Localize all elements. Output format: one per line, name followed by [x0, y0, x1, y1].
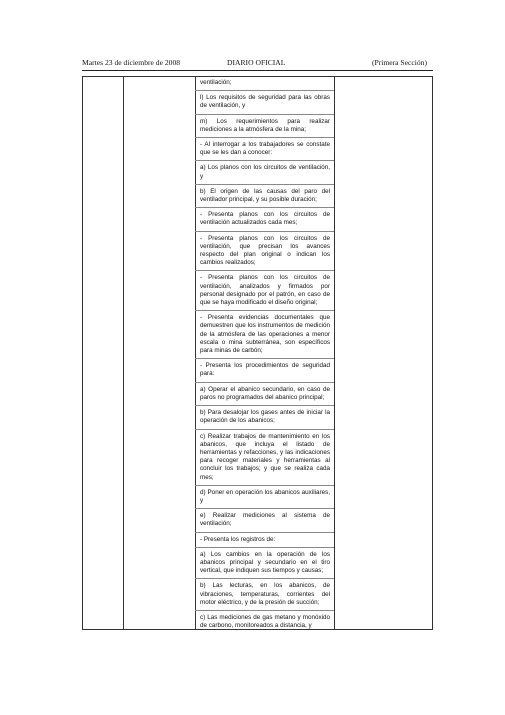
- paragraph-separator: [195, 532, 334, 533]
- paragraph-separator: [195, 485, 334, 486]
- header-rule: [82, 70, 433, 71]
- criteria-paragraph: a) Los planos con los circuitos de ventilación, y: [200, 164, 330, 180]
- criteria-paragraph: d) Poner en operación los abanicos auxiliares, y: [200, 488, 330, 504]
- criteria-paragraph: ventilación;: [200, 79, 232, 86]
- criteria-paragraph: b) El origen de las causas del paro del ventilador principal, y su posible duración;: [200, 187, 330, 204]
- column-divider-1: [123, 77, 124, 629]
- paragraph-separator: [195, 310, 334, 311]
- criteria-paragraph: - Presenta planos con los circuitos de ventilación actualizados cada mes;: [200, 211, 330, 227]
- criteria-paragraph: a) Los cambios en la operación de los abanicos principal y secundario en el tiro vertical, que indiquen sus tiempos y causas;: [200, 550, 330, 575]
- paragraph-separator: [195, 90, 334, 91]
- criteria-paragraph: b) Las lecturas, en los abanicos, de vibraciones, temperaturas, corrientes del motor eléctrico, y de la presión de succión;: [200, 582, 330, 606]
- criteria-paragraph: m) Los requerimientos para realizar mediciones a la atmósfera de la mina;: [200, 117, 330, 133]
- criteria-paragraph: - Al interrogar a los trabajadores se constate que se les dan a conocer:: [200, 141, 330, 157]
- header-date: Martes 23 de diciembre de 2008: [82, 58, 181, 67]
- paragraph-separator: [195, 358, 334, 359]
- table-cell-criteria: [200, 77, 330, 633]
- criteria-paragraph: - Presenta los registros de:: [200, 535, 276, 543]
- paragraph-separator: [195, 114, 334, 115]
- paragraph-separator: [195, 270, 334, 271]
- paragraph-separator: [195, 405, 334, 406]
- criteria-paragraph: l) Los requisitos de seguridad para las obras de ventilación, y: [200, 94, 330, 110]
- paragraph-separator: [195, 184, 334, 185]
- paragraph-separator: [195, 547, 334, 548]
- column-divider-3: [334, 77, 335, 629]
- paragraph-separator: [195, 207, 334, 208]
- page-header: [82, 58, 427, 70]
- criteria-paragraph: - Presenta planos con los circuitos de ventilación, analizados y firmados por personal designado por el patrón, en caso de que se haya modificado el diseño original;: [200, 274, 330, 307]
- header-publication: DIARIO OFICIAL: [227, 58, 286, 67]
- criteria-paragraph: a) Operar el abanico secundario, en caso de paros no programados del abanico principal;: [200, 385, 330, 401]
- criteria-paragraph: b) Para desalojar los gases antes de iniciar la operación de los abanicos;: [200, 409, 330, 425]
- paragraph-separator: [195, 508, 334, 509]
- paragraph-separator: [195, 160, 334, 161]
- criteria-paragraph: c) Las mediciones de gas metano y monóxido de carbono, monitoreados a distancia, y: [200, 613, 330, 630]
- paragraph-separator: [195, 578, 334, 579]
- content-table: [82, 76, 433, 630]
- paragraph-separator: [195, 429, 334, 430]
- paragraph-separator: [195, 137, 334, 138]
- criteria-paragraph: e) Realizar mediciones al sistema de ventilación;: [200, 512, 330, 528]
- criteria-paragraph: - Presenta los procedimientos de seguridad para:: [200, 362, 330, 378]
- criteria-paragraph: - Presenta planos con los circuitos de ventilación, que precisan los avances respecto del plan original o indican los cambios realizados;: [200, 234, 330, 267]
- paragraph-separator: [195, 382, 334, 383]
- criteria-paragraph: - Presenta evidencias documentales que demuestren que los instrumentos de medición de la atmósfera de las operaciones a menor escala o mina subterránea, son específicos para minas de carbón;: [200, 314, 330, 355]
- paragraph-separator: [195, 231, 334, 232]
- header-section: (Primera Sección): [371, 58, 427, 67]
- paragraph-separator: [195, 610, 334, 611]
- criteria-paragraph: c) Realizar trabajos de mantenimiento en los abanicos, que incluya el listado de herramientas y refacciones, y las indicaciones para recoger materiales y herramientas al concluir los trabajos; y que se realiza cada mes;: [200, 432, 330, 481]
